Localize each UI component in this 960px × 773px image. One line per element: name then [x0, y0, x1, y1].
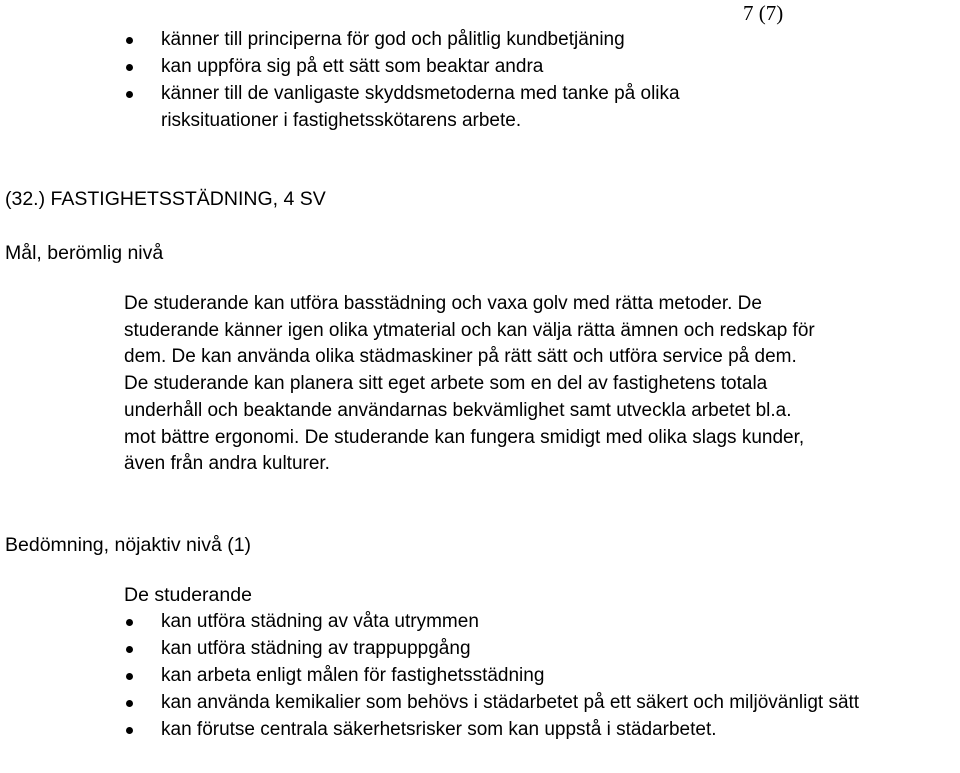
list-item: kan använda kemikalier som behövs i städarbetet på ett säkert och miljövänligt sätt — [124, 689, 960, 716]
paragraph-line: även från andra kulturer. — [124, 453, 330, 475]
page-number: 7 (7) — [743, 1, 784, 25]
section-title: (32.) FASTIGHETSSTÄDNING, 4 SV — [5, 188, 326, 210]
goal-heading: Mål, berömlig nivå — [5, 242, 164, 264]
list-item: kan uppföra sig på ett sätt som beaktar andra — [124, 53, 960, 80]
goal-paragraph — [124, 291, 960, 478]
list-item: kan förutse centrala säkerhetsrisker som kan uppstå i städarbetet. — [124, 716, 960, 743]
lead-text: De studerande — [124, 584, 252, 606]
paragraph-line: De studerande kan utföra basstädning och vaxa golv med rätta metoder. De — [124, 293, 762, 314]
assessment-heading: Bedömning, nöjaktiv nivå (1) — [5, 534, 252, 556]
paragraph-line: dem. De kan använda olika städmaskiner på rätt sätt och utföra service på dem. — [124, 346, 797, 368]
list-item: kan utföra städning av trappuppgång — [124, 635, 960, 662]
list-item: känner till principerna för god och pålitlig kundbetjäning — [124, 26, 960, 53]
paragraph-line: studerande känner igen olika ytmaterial och kan välja rätta ämnen och redskap för — [124, 319, 815, 341]
paragraph-line: mot bättre ergonomi. De studerande kan fungera smidigt med olika slags kunder, — [124, 426, 805, 448]
top-bullet-list — [124, 26, 960, 134]
paragraph-line: underhåll och beaktande användarnas bekvämlighet samt utveckla arbetet bl.a. — [124, 399, 792, 421]
list-item: känner till de vanligaste skyddsmetoderna med tanke på olika risksituationer i fastighetsskötarens arbete. — [124, 80, 751, 134]
list-item: kan arbeta enligt målen för fastighetsstädning — [124, 662, 960, 689]
list-item: kan utföra städning av våta utrymmen — [124, 608, 960, 635]
paragraph-line: De studerande kan planera sitt eget arbete som en del av fastighetens totala — [124, 373, 768, 395]
bottom-bullet-list — [124, 608, 960, 743]
